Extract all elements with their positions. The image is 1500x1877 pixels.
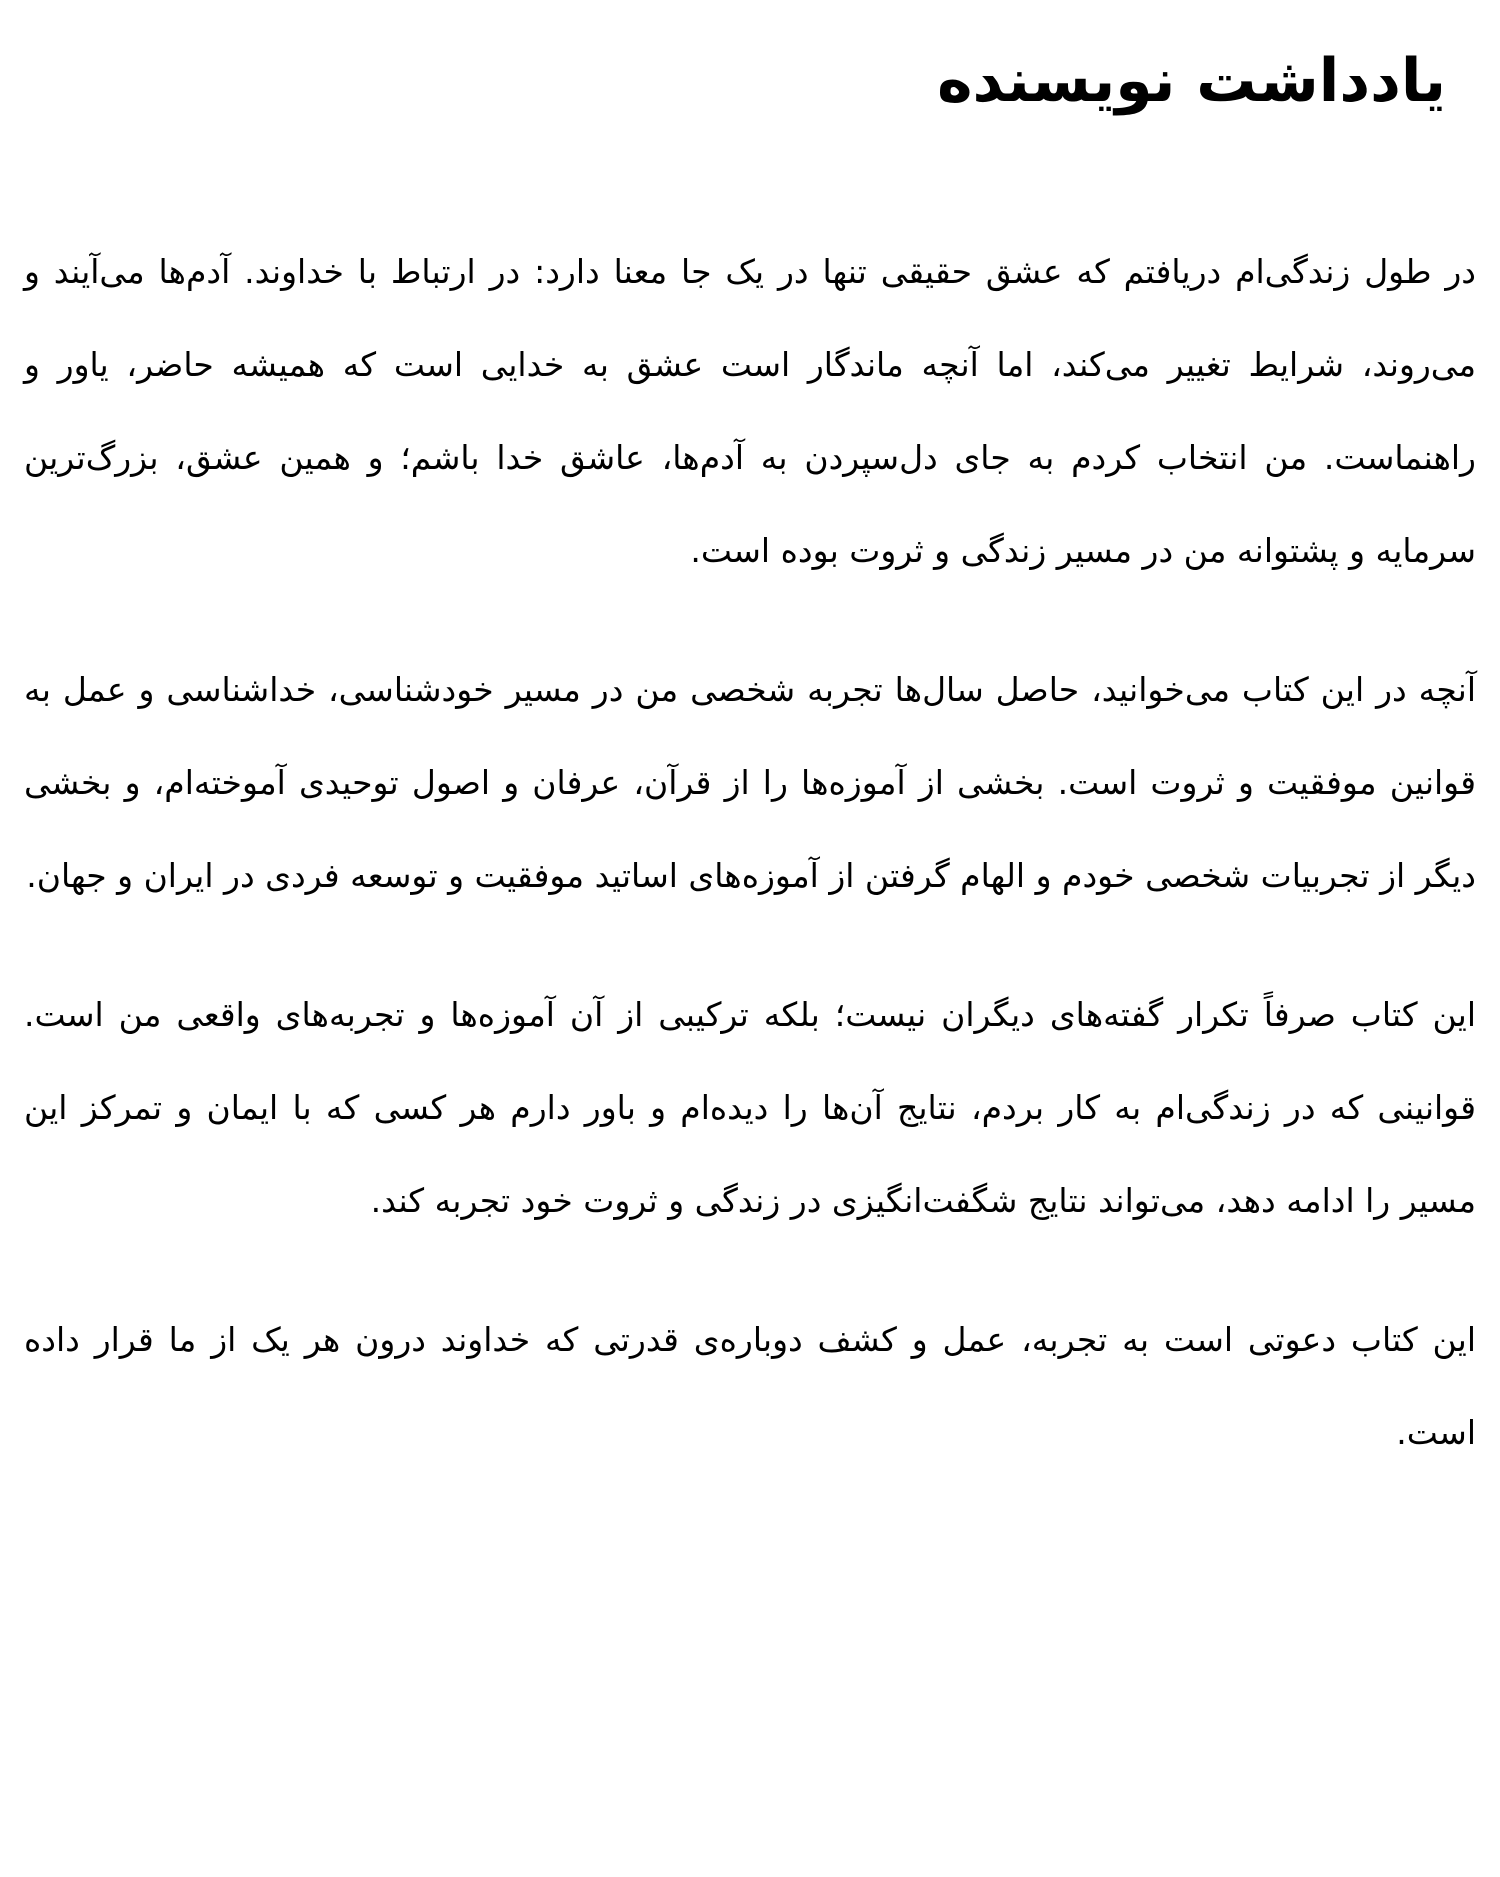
author-note-body xyxy=(24,225,1476,1479)
paragraph-1: در طول زندگی‌ام دریافتم که عشق حقیقی تنها در یک جا معنا دارد: در ارتباط با خداوند. آدم‌ها می‌آیند و می‌روند، شرایط تغییر می‌کند، اما آنچه ماندگار است عشق به خدایی است که همیشه حاضر، یاور و راهنماست. من انتخاب کردم به جای دل‌سپردن به آدم‌ها، عاشق خدا باشم؛ و همین عشق، بزرگ‌ترین سرمایه و پشتوانه من در مسیر زندگی و ثروت بوده است. xyxy=(24,252,1476,570)
paragraph-2: آنچه در این کتاب می‌خوانید، حاصل سال‌ها تجربه شخصی من در مسیر خودشناسی، خداشناسی و عمل به قوانین موفقیت و ثروت است. بخشی از آموزه‌ها را از قرآن، عرفان و اصول توحیدی آموخته‌ام، و بخشی دیگر از تجربیات شخصی خودم و الهام گرفتن از آموزه‌های اساتید موفقیت و توسعه فردی در ایران و جهان. xyxy=(24,670,1476,895)
paragraph-3: این کتاب صرفاً تکرار گفته‌های دیگران نیست؛ بلکه ترکیبی از آن آموزه‌ها و تجربه‌های واقعی من است. قوانینی که در زندگی‌ام به کار بردم، نتایج آن‌ها را دیده‌ام و باور دارم هر کسی که با ایمان و تمرکز این مسیر را ادامه دهد، می‌تواند نتایج شگفت‌انگیزی در زندگی و ثروت خود تجربه کند. xyxy=(24,995,1476,1220)
page-title: یادداشت نویسنده xyxy=(937,46,1446,116)
paragraph-4: این کتاب دعوتی است به تجربه، عمل و کشف دوباره‌ی قدرتی که خداوند درون هر یک از ما قرار داده است. xyxy=(24,1320,1476,1452)
